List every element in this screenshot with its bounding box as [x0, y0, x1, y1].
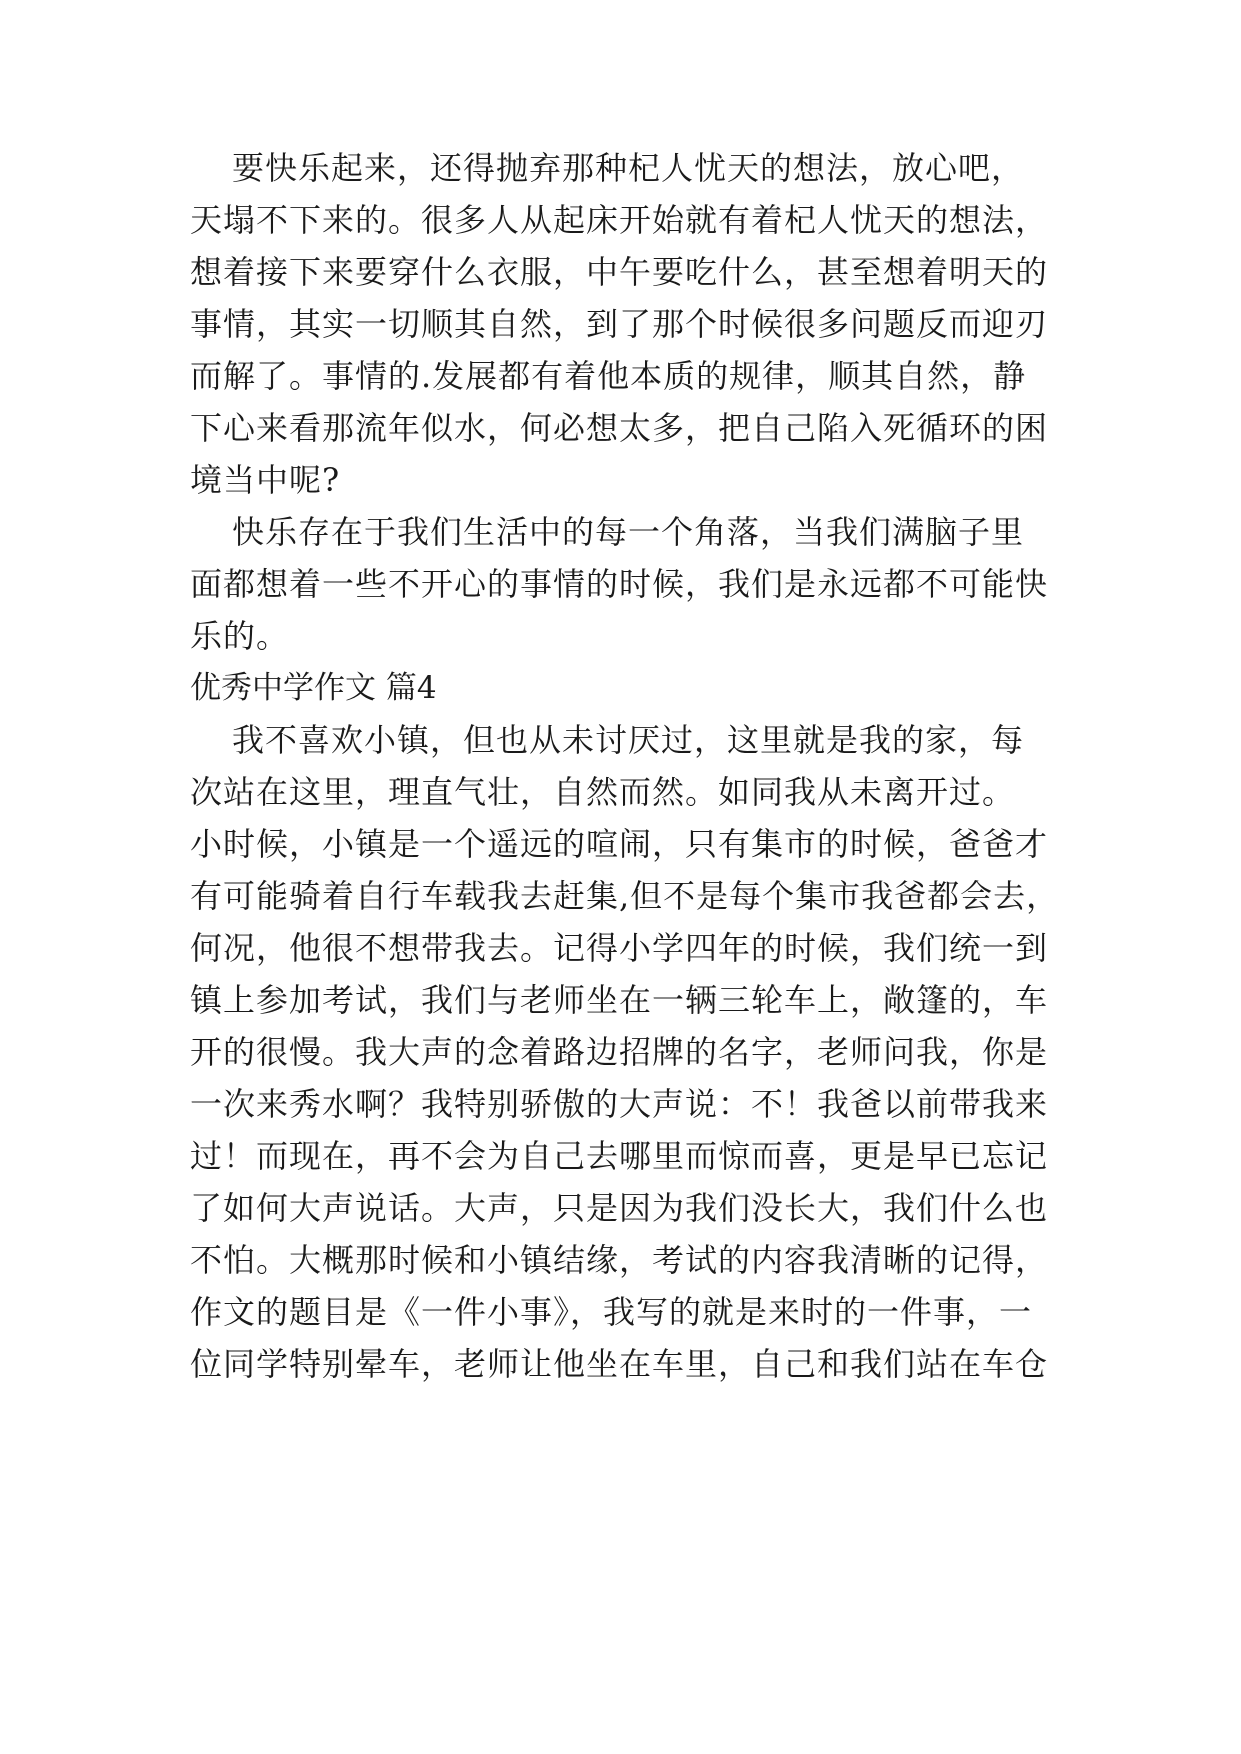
- paragraph-line: 位同学特别晕车，老师让他坐在车里，自己和我们站在车仓: [190, 1345, 1049, 1383]
- paragraph-line: 镇上参加考试，我们与老师坐在一辆三轮车上，敞篷的，车: [190, 981, 1049, 1019]
- paragraph-line: 想着接下来要穿什么衣服，中午要吃什么，甚至想着明天的: [190, 253, 1049, 291]
- paragraph-line: 一次来秀水啊？我特别骄傲的大声说：不！我爸以前带我来: [190, 1085, 1049, 1123]
- paragraph-line: 面都想着一些不开心的事情的时候，我们是永远都不可能快: [190, 565, 1049, 603]
- paragraph-line: 过！而现在，再不会为自己去哪里而惊而喜，更是早已忘记: [190, 1137, 1049, 1175]
- paragraph-line: 天塌不下来的。很多人从起床开始就有着杞人忧天的想法，: [190, 201, 1049, 239]
- paragraph-line: 我不喜欢小镇，但也从未讨厌过，这里就是我的家，每: [232, 721, 1025, 759]
- paragraph-line: 快乐存在于我们生活中的每一个角落，当我们满脑子里: [232, 513, 1025, 551]
- paragraph-line: 了如何大声说话。大声，只是因为我们没长大，我们什么也: [190, 1189, 1049, 1227]
- paragraph-line: 乐的。: [190, 617, 290, 655]
- paragraph-line: 境当中呢?: [190, 461, 341, 499]
- paragraph-line: 有可能骑着自行车载我去赶集,但不是每个集市我爸都会去，: [190, 877, 1060, 915]
- paragraph-line: 作文的题目是《一件小事》，我写的就是来时的一件事，一: [190, 1293, 1033, 1331]
- paragraph-line: 何况，他很不想带我去。记得小学四年的时候，我们统一到: [190, 929, 1049, 967]
- paragraph-line: 次站在这里，理直气壮，自然而然。如同我从未离开过。: [190, 773, 1016, 811]
- paragraph-line: 开的很慢。我大声的念着路边招牌的名字，老师问我，你是: [190, 1033, 1049, 1071]
- paragraph-line: 而解了。事情的.发展都有着他本质的规律，顺其自然，静: [190, 357, 1027, 395]
- section-heading: 优秀中学作文 篇4: [190, 670, 437, 706]
- paragraph-line: 事情，其实一切顺其自然，到了那个时候很多问题反而迎刃: [190, 305, 1049, 343]
- paragraph-line: 不怕。大概那时候和小镇结缘，考试的内容我清晰的记得，: [190, 1241, 1049, 1279]
- paragraph-line: 小时候，小镇是一个遥远的喧闹，只有集市的时候，爸爸才: [190, 825, 1049, 863]
- paragraph-line: 下心来看那流年似水，何必想太多，把自己陷入死循环的困: [190, 409, 1049, 447]
- paragraph-line: 要快乐起来，还得抛弃那种杞人忧天的想法，放心吧，: [232, 149, 1025, 187]
